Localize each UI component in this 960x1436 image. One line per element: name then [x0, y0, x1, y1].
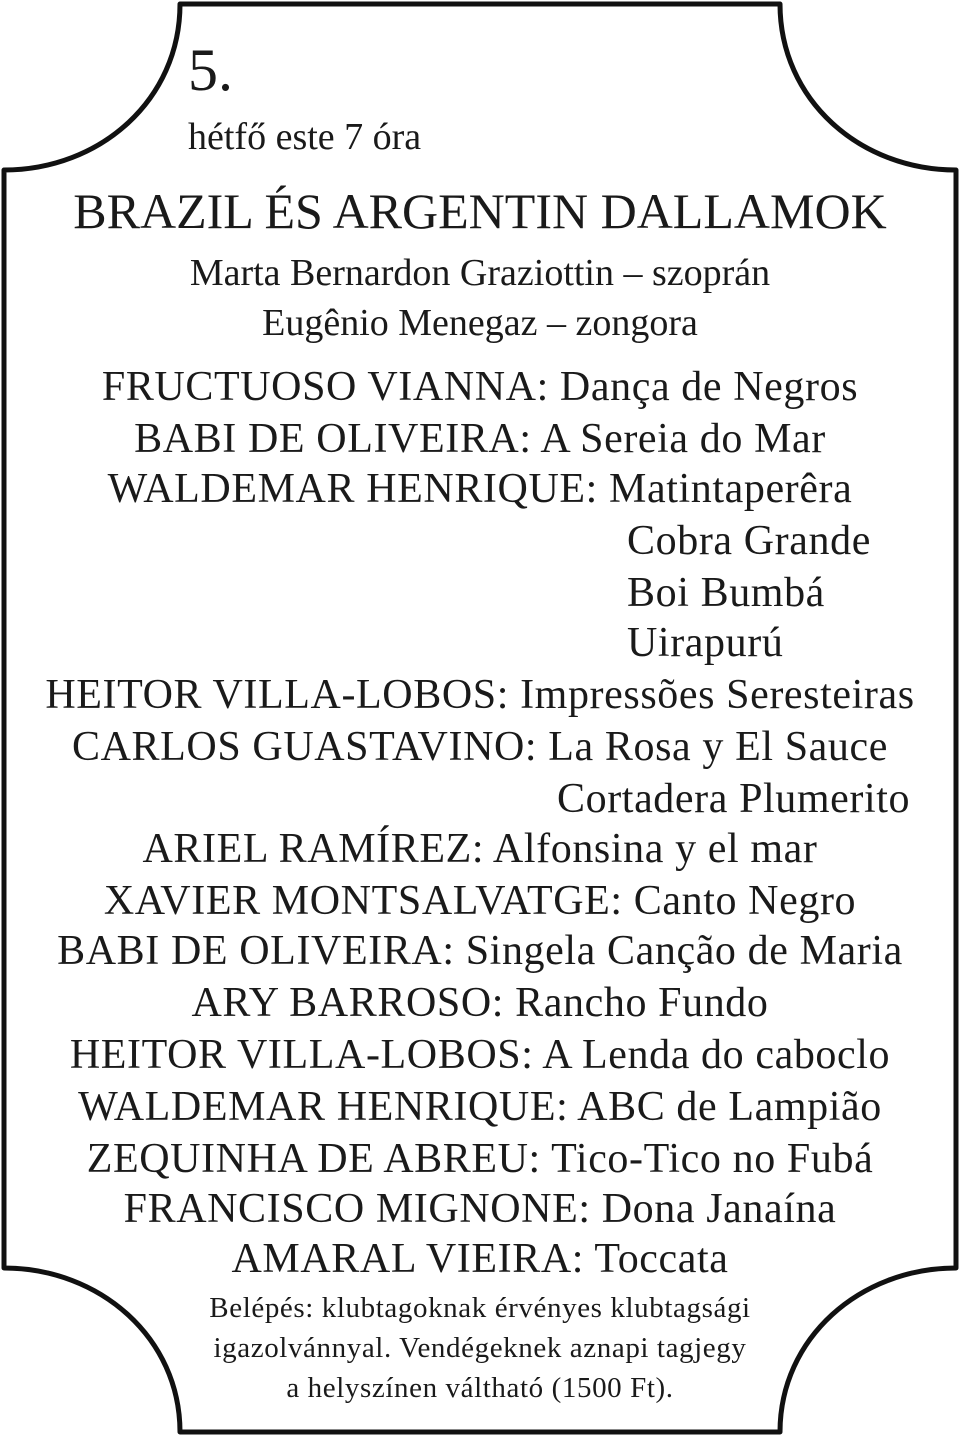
concert-title: BRAZIL ÉS ARGENTIN DALLAMOK	[73, 183, 887, 239]
event-time: hétfő este 7 óra	[188, 116, 422, 158]
program-item: FRANCISCO MIGNONE: Dona Janaína	[123, 1186, 837, 1232]
program-item: ARIEL RAMÍREZ: Alfonsina y el mar	[142, 826, 818, 872]
program-item: BABI DE OLIVEIRA: Singela Canção de Maria	[57, 928, 903, 974]
admission-note: Belépés: klubtagoknak érvényes klubtagsági	[209, 1292, 751, 1324]
admission-note: igazolvánnyal. Vendégeknek aznapi tagjegy	[213, 1332, 747, 1364]
program-item: BABI DE OLIVEIRA: A Sereia do Mar	[134, 416, 826, 462]
event-number: 5.	[188, 37, 233, 103]
performer-piano: Eugênio Menegaz – zongora	[262, 302, 698, 344]
program-item: ARY BARROSO: Rancho Fundo	[191, 980, 769, 1026]
program-item: WALDEMAR HENRIQUE: Matintaperêra	[107, 466, 853, 512]
program-item: CARLOS GUASTAVINO: La Rosa y El Sauce	[71, 724, 889, 770]
program-item: ZEQUINHA DE ABREU: Tico-Tico no Fubá	[86, 1136, 874, 1182]
program-item: Cortadera Plumerito	[557, 776, 911, 822]
program-item: Uirapurú	[627, 620, 784, 666]
program-item: HEITOR VILLA-LOBOS: A Lenda do caboclo	[69, 1032, 891, 1078]
program-item: FRUCTUOSO VIANNA: Dança de Negros	[101, 364, 859, 410]
program-item: Boi Bumbá	[627, 570, 825, 616]
performer-soprano: Marta Bernardon Graziottin – szoprán	[189, 252, 771, 294]
program-item: XAVIER MONTSALVATGE: Canto Negro	[103, 878, 857, 924]
program-item: AMARAL VIEIRA: Toccata	[231, 1236, 729, 1282]
program-item: WALDEMAR HENRIQUE: ABC de Lampião	[78, 1084, 882, 1130]
program-item: Cobra Grande	[627, 518, 871, 564]
admission-note: a helyszínen váltható (1500 Ft).	[286, 1372, 674, 1404]
program-item: HEITOR VILLA-LOBOS: Impressões Seresteiras	[45, 672, 915, 718]
